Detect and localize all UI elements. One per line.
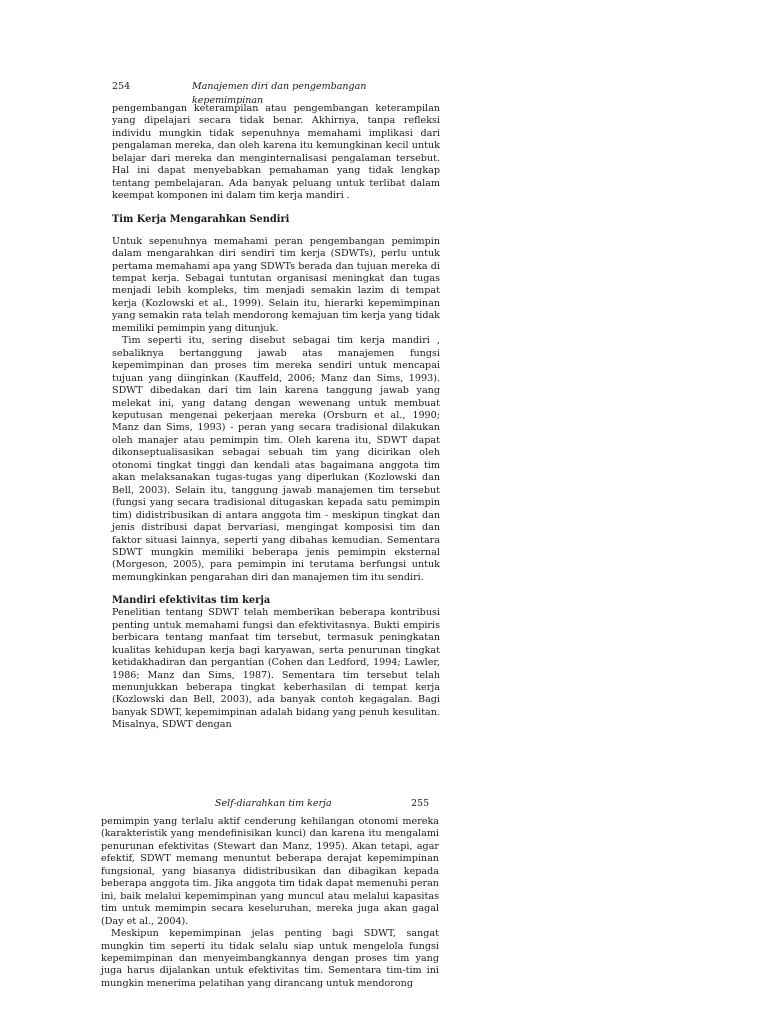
paragraph-section1-second: Tim seperti itu, sering disebut sebagai tim kerja mandiri , sebaliknya bertanggung jawab atas manajemen fungsi kepemimpinan dan proses tim mereka sendiri untuk mencapai tujuan yang diinginkan (Kauffeld, 2006; Manz dan Sims, 1993). SDWT dibedakan dari tim lain karena tanggung jawab yang melekat ini, yang datang dengan wewenang untuk membuat keputusan mengenai pekerjaan mereka (Orsburn et al., 1990; Manz dan Sims, 1993) - peran yang secara tradisional dilakukan oleh manajer atau pemimpin tim. Oleh karena itu, SDWT dapat dikonseptualisasikan sebagai sebuah tim yang dicirikan oleh otonomi tingkat tinggi dan kendali atas bagaimana anggota tim akan melaksanakan tugas-tugas yang diperlukan (Kozlowski dan Bell, 2003). Selain itu, tanggung jawab manajemen tim tersebut (fungsi yang secara tradisional ditugaskan kepada satu pemimpin tim) didistribusikan di antara anggota tim - meskipun tingkat dan jenis distribusi dapat bervariasi, mengingat komposisi tim dan faktor situasi lainnya, seperti yang dibahas kemudian. Sementara SDWT mungkin memiliki beberapa jenis pemimpin eksternal (Morgeson, 2005), para pemimpin ini terutama berfungsi untuk memungkinkan pengarahan diri dan manajemen tim itu sendiri.	[112, 335, 440, 583]
book-page-254	[112, 80, 440, 732]
paragraph-continued: pemimpin yang terlalu aktif cenderung kehilangan otonomi mereka (karakteristik yang mendefinisikan kunci) dan karena itu mengalami penurunan efektivitas (Stewart dan Manz, 1995). Akan tetapi, agar efektif, SDWT memang menuntut beberapa derajat kepemimpinan fungsional, yang biasanya didistribusikan dan dibagikan kepada beberapa anggota tim. Jika anggota tim tidak dapat memenuhi peran ini, baik melalui kepemimpinan yang muncul atau melalui kapasitas tim untuk memimpin secara keseluruhan, mereka juga akan gagal (Day et al., 2004).	[101, 816, 439, 927]
page-number: 255	[411, 798, 430, 809]
paragraph-second: Meskipun kepemimpinan jelas penting bagi SDWT, sangat mungkin tim seperti itu tidak selalu siap untuk mengelola fungsi kepemimpinan dan menyeimbangkannya dengan proses tim yang juga harus dijalankan untuk efektivitas tim. Sementara tim-tim ini mungkin menerima pelatihan yang dirancang untuk mendorong	[101, 928, 439, 989]
running-title: Manajemen diri dan pengembangan kepemimpinan	[192, 81, 367, 106]
page-header	[101, 797, 439, 811]
page-number: 254	[112, 81, 131, 92]
section-heading-team-effectiveness: Mandiri efektivitas tim kerja	[112, 595, 271, 607]
running-title: Self-diarahkan tim kerja	[215, 798, 332, 809]
section-heading-self-directed-teams: Tim Kerja Mengarahkan Sendiri	[112, 213, 290, 225]
paragraph-section2-first: Penelitian tentang SDWT telah memberikan beberapa kontribusi penting untuk memahami fungsi dan efektivitasnya. Bukti empiris berbicara tentang manfaat tim tersebut, termasuk peningkatan kualitas kehidupan kerja bagi karyawan, serta penurunan tingkat ketidakhadiran dan pergantian (Cohen dan Ledford, 1994; Lawler, 1986; Manz dan Sims, 1987). Sementara tim tersebut telah menunjukkan beberapa tingkat keberhasilan di tempat kerja (Kozlowski dan Bell, 2003), ada banyak contoh kegagalan. Bagi banyak SDWT, kepemimpinan adalah bidang yang penuh kesulitan. Misalnya, SDWT dengan	[112, 607, 440, 731]
page-header	[112, 80, 440, 106]
paragraph-section1-first: Untuk sepenuhnya memahami peran pengembangan pemimpin dalam mengarahkan diri sendiri tim kerja (SDWTs), perlu untuk pertama memahami apa yang SDWTs berada dan tujuan mereka di tempat kerja. Sebagai tuntutan organisasi meningkat dan tugas menjadi lebih kompleks, tim menjadi semakin lazim di tempat kerja (Kozlowski et al., 1999). Selain itu, hierarki kepemimpinan yang semakin rata telah mendorong kemajuan tim kerja yang tidak memiliki pemimpin yang ditunjuk.	[112, 235, 440, 334]
paragraph-intro: pengembangan keterampilan atau pengembangan keterampilan yang dipelajari secara tidak benar. Akhirnya, tanpa refleksi individu mungkin tidak sepenuhnya memahami implikasi dari pengalaman mereka, dan oleh karena itu kemungkinan kecil untuk belajar dari mereka dan menginternalisasi pengalaman tersebut. Hal ini dapat menyebabkan pemahaman yang tidak lengkap tentang pembelajaran. Ada banyak peluang untuk terlibat dalam keempat komponen ini dalam tim kerja mandiri .	[112, 103, 440, 202]
book-page-255	[101, 797, 439, 990]
